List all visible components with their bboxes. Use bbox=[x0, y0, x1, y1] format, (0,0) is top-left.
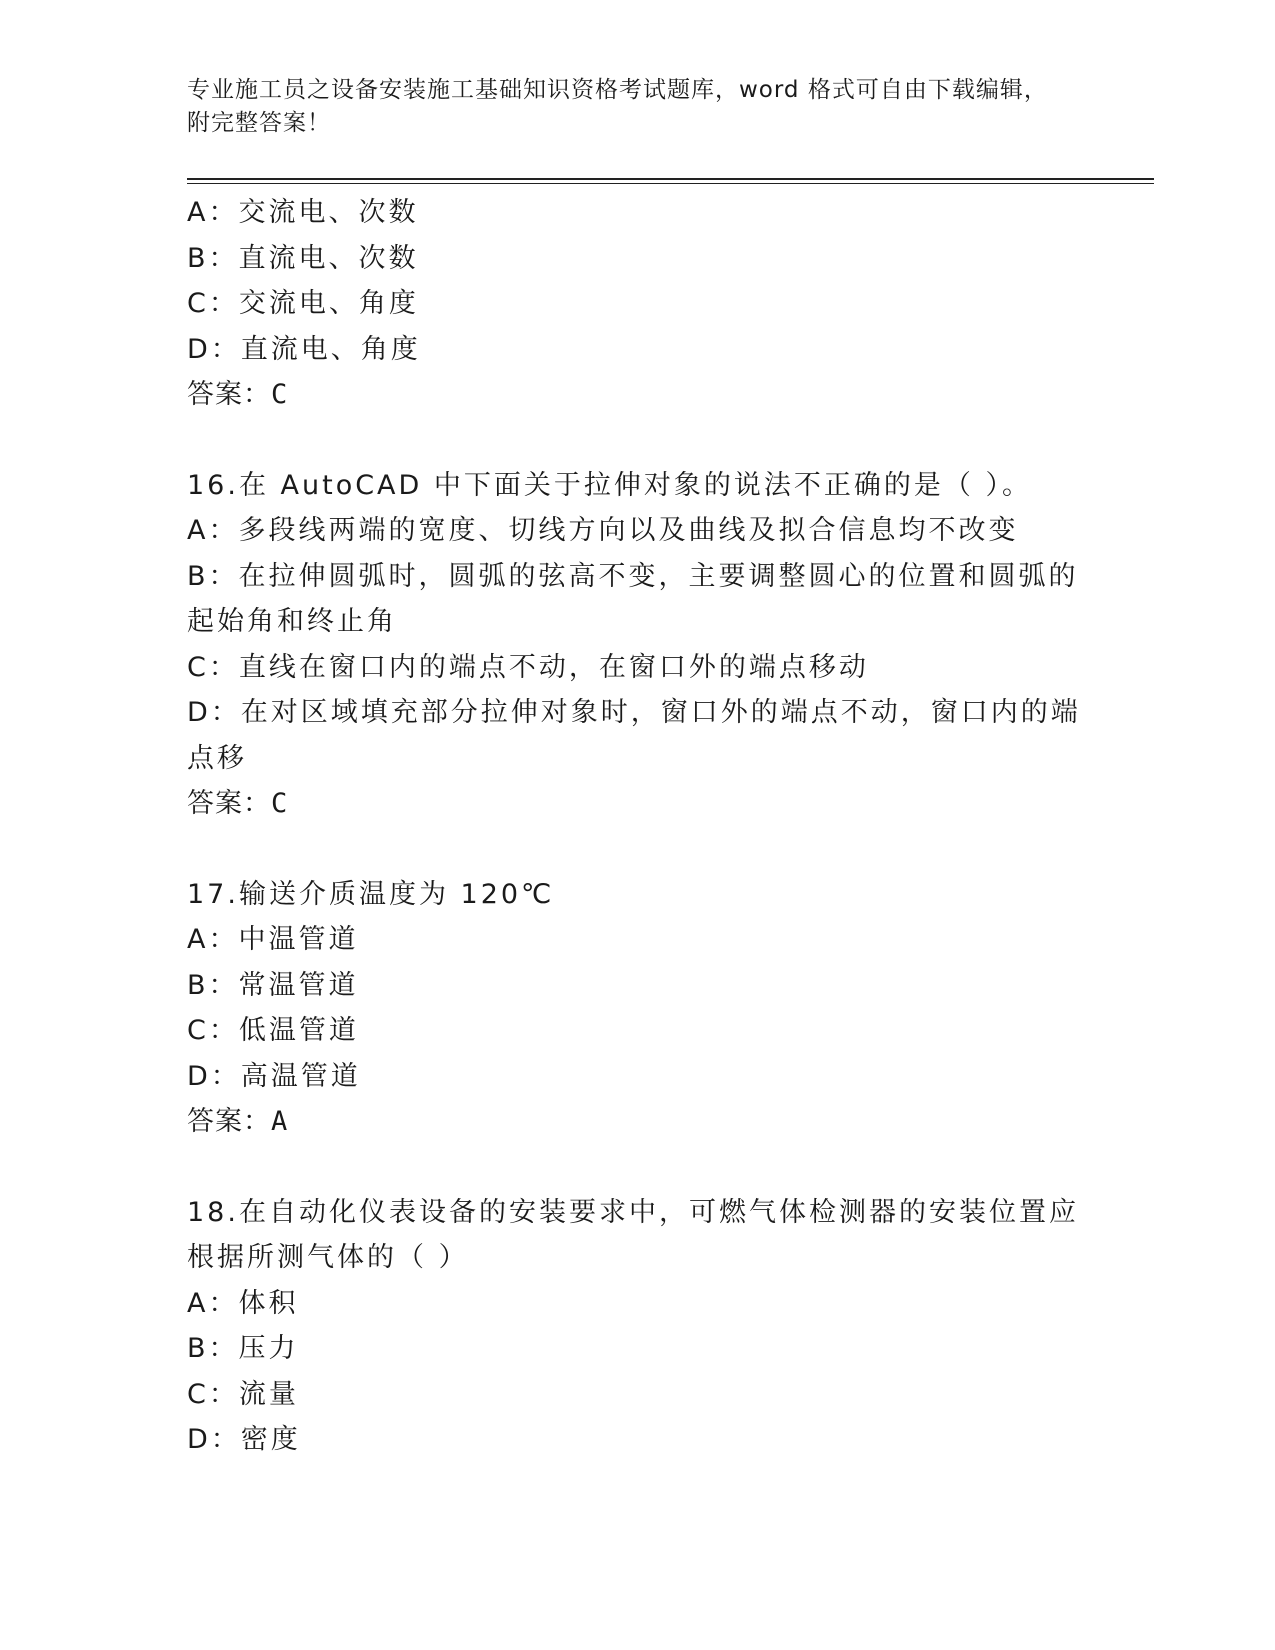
header-line-1: 专业施工员之设备安装施工基础知识资格考试题库，word 格式可自由下载编辑， bbox=[187, 77, 1048, 103]
option-b: B：在拉伸圆弧时，圆弧的弦高不变，主要调整圆心的位置和圆弧的起始角和终止角 bbox=[187, 560, 1079, 637]
header-divider-thick bbox=[187, 178, 1154, 180]
header-divider-thin bbox=[187, 183, 1154, 184]
answer: 答案：C bbox=[187, 788, 289, 819]
question-text: 16.在 AutoCAD 中下面关于拉伸对象的说法不正确的是（ ）。 bbox=[187, 469, 1032, 501]
answer: 答案：A bbox=[187, 1106, 289, 1137]
option-c: C：交流电、角度 bbox=[187, 288, 419, 319]
option-a: A：中温管道 bbox=[187, 924, 359, 955]
document-header bbox=[187, 74, 1067, 140]
spacer bbox=[187, 418, 1087, 463]
option-b: B：直流电、次数 bbox=[187, 242, 419, 274]
option-b: B：常温管道 bbox=[187, 969, 359, 1001]
option-c: C：低温管道 bbox=[187, 1015, 359, 1046]
spacer bbox=[187, 827, 1087, 872]
question-text: 18.在自动化仪表设备的安装要求中，可燃气体检测器的安装位置应根据所测气体的（ ） bbox=[187, 1196, 1079, 1273]
option-a: A：多段线两端的宽度、切线方向以及曲线及拟合信息均不改变 bbox=[187, 515, 1019, 546]
answer: 答案：C bbox=[187, 379, 289, 410]
option-d: D：密度 bbox=[187, 1424, 301, 1455]
option-c: C：流量 bbox=[187, 1378, 299, 1410]
header-line-2: 附完整答案！ bbox=[187, 110, 331, 136]
option-a: A：体积 bbox=[187, 1287, 299, 1319]
question-15 bbox=[187, 190, 1087, 418]
question-list bbox=[187, 190, 1087, 1463]
option-d: D：高温管道 bbox=[187, 1060, 361, 1092]
question-17 bbox=[187, 872, 1087, 1145]
option-d: D：直流电、角度 bbox=[187, 333, 421, 365]
spacer bbox=[187, 1145, 1087, 1190]
question-text: 17.输送介质温度为 120℃ bbox=[187, 878, 555, 910]
option-a: A：交流电、次数 bbox=[187, 197, 419, 228]
option-b: B：压力 bbox=[187, 1333, 299, 1364]
question-16 bbox=[187, 463, 1087, 827]
option-d: D：在对区域填充部分拉伸对象时，窗口外的端点不动，窗口内的端点移 bbox=[187, 697, 1081, 774]
question-18 bbox=[187, 1190, 1087, 1463]
option-c: C：直线在窗口内的端点不动，在窗口外的端点移动 bbox=[187, 651, 869, 683]
